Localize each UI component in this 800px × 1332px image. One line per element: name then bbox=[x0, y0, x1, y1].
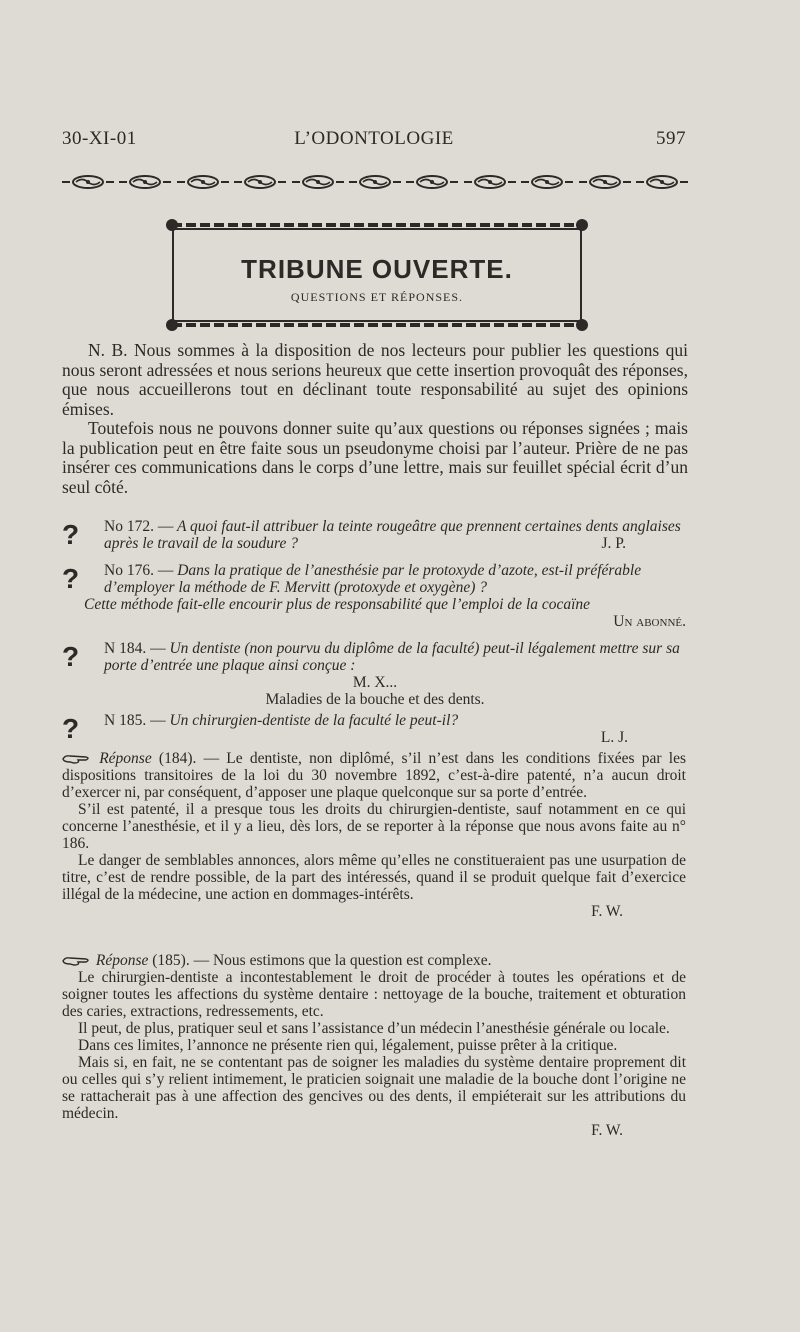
question-text: Dans la pratique de l’anesthésie par le protoxyde d’azote, est-il préférable d’employer la méthode de F. Mervitt (protoxyde et oxygène) ? bbox=[104, 562, 642, 596]
intro-paragraph: Toutefois nous ne pouvons donner suite qu’aux questions ou réponses signées ; mais la publication peut en être faite sous un pseudonyme choisi par l’auteur. Prière de ne pas insérer ces communications dans le corps d’une lettre, mais sur feuillet spécial écrit d’un seul côté. bbox=[62, 418, 688, 497]
question-184 bbox=[62, 640, 688, 708]
journal-title: L’ODONTOLOGIE bbox=[294, 128, 454, 149]
question-mark-icon: ? bbox=[62, 519, 80, 550]
question-number: No 172. — bbox=[104, 518, 174, 535]
plaque-name: M. X... bbox=[352, 674, 398, 691]
response-signature: F. W. bbox=[591, 1122, 623, 1139]
question-mark-icon: ? bbox=[62, 641, 80, 672]
question-176 bbox=[62, 562, 688, 630]
question-mark-icon: ? bbox=[62, 713, 80, 744]
plaque-text: Maladies de la bouche et des dents. bbox=[265, 691, 485, 708]
intro-paragraph: N. B. Nous sommes à la disposition de nos lecteurs pour publier les questions qui nous seront adressées et nous serions heureux que cette insertion provoquât des réponses, que nous accueillerons tout en déclinant toute responsabilité au sujet des opinions émises. bbox=[62, 340, 688, 419]
section-title: TRIBUNE OUVERTE. bbox=[241, 254, 513, 284]
section-subtitle: QUESTIONS ET RÉPONSES. bbox=[290, 290, 464, 304]
response-ref: (185). — bbox=[152, 952, 210, 969]
response-paragraph: Dans ces limites, l’annonce ne présente rien qui, légalement, puisse prêter à la critique. bbox=[78, 1037, 618, 1054]
pointing-hand-icon bbox=[62, 754, 92, 764]
response-signature: F. W. bbox=[591, 903, 623, 920]
response-184 bbox=[62, 750, 686, 920]
corner-dot-icon bbox=[576, 219, 588, 231]
ornament-icon bbox=[464, 175, 516, 189]
question-mark-icon: ? bbox=[62, 563, 80, 594]
ornament-icon bbox=[292, 175, 344, 189]
response-paragraph: Mais si, en fait, ne se contentant pas de soigner les maladies du système dentaire proprement dit ou celles qui s’y relient intimement, le praticien soignait une maladie de la bouche dont l’origine ne se rattacherait pas à une affection des gencives ou des dents, il empiéterait sur les attributions du médecin. bbox=[62, 1054, 686, 1122]
question-number: N 184. — bbox=[104, 640, 166, 657]
page-number: 597 bbox=[656, 128, 686, 149]
corner-dot-icon bbox=[166, 219, 178, 231]
section-title-box bbox=[172, 228, 582, 322]
question-text: Un dentiste (non pourvu du diplôme de la faculté) peut-il légalement mettre sur sa porte d’entrée une plaque ainsi conçue : bbox=[104, 640, 680, 674]
question-text: Cette méthode fait-elle encourir plus de responsabilité que l’emploi de la cocaïne bbox=[84, 596, 591, 613]
response-185 bbox=[62, 952, 686, 1139]
question-text: Un chirurgien-dentiste de la faculté le peut-il? bbox=[169, 712, 459, 729]
response-paragraph: Le chirurgien-dentiste a incontestablement le droit de procéder à toutes les opérations et de soigner toutes les affections du système dentaire : nettoyage de la bouche, traitement et obturation des caries, extractions, redressements, etc. bbox=[62, 969, 686, 1020]
response-label: Réponse bbox=[95, 952, 149, 969]
response-label: Réponse bbox=[99, 750, 152, 767]
ornament-icon bbox=[636, 175, 688, 189]
ornament-icon bbox=[177, 175, 229, 189]
issue-date: 30-XI-01 bbox=[62, 128, 137, 149]
ornament-icon bbox=[406, 175, 458, 189]
question-signature: L. J. bbox=[600, 729, 628, 746]
question-signature: J. P. bbox=[601, 535, 626, 552]
question-number: N 185. — bbox=[104, 712, 166, 729]
question-signature: Un abonné. bbox=[613, 613, 686, 630]
ornament-icon bbox=[119, 175, 171, 189]
ornament-icon bbox=[349, 175, 401, 189]
question-172 bbox=[62, 518, 688, 552]
corner-dot-icon bbox=[576, 319, 588, 331]
response-paragraph: Le dentiste, non diplômé, s’il n’est dans les conditions fixées par les dispositions transitoires de la loi du 30 novembre 1892, c’est-à-dire patenté, n’a aucun droit d’exercer ni, par conséquent, d’apposer une plaque quelconque sur sa porte d’entrée. bbox=[62, 750, 687, 801]
response-paragraph: Le danger de semblables annonces, alors même qu’elles ne constitueraient pas une usurpation de titre, c’est de rendre possible, de la part des intéressés, quand il se produit quelque fait d’exercice illégal de la médecine, une action en dommages-intérêts. bbox=[62, 852, 686, 903]
ornament-divider bbox=[62, 172, 688, 192]
running-head bbox=[62, 128, 686, 154]
corner-dot-icon bbox=[166, 319, 178, 331]
response-paragraph: Il peut, de plus, pratiquer seul et sans l’assistance d’un médecin l’anesthésie générale ou locale. bbox=[78, 1020, 670, 1037]
ornament-icon bbox=[521, 175, 573, 189]
response-ref: (184). — bbox=[158, 750, 220, 767]
response-paragraph: Nous estimons que la question est complexe. bbox=[212, 952, 492, 969]
ornament-icon bbox=[579, 175, 631, 189]
ornament-icon bbox=[62, 175, 114, 189]
ornament-icon bbox=[234, 175, 286, 189]
question-number: No 176. — bbox=[104, 562, 174, 579]
question-text: A quoi faut-il attribuer la teinte rougeâtre que prennent certaines dents anglaises après le travail de la soudure ? bbox=[104, 518, 681, 552]
intro-note bbox=[62, 341, 688, 497]
pointing-hand-icon bbox=[62, 956, 92, 966]
response-paragraph: S’il est patenté, il a presque tous les droits du chirurgien-dentiste, sauf notamment en ce qui concerne l’anesthésie, et il y a lieu, dès lors, de se reporter à la réponse que nous avons faite au n° 186. bbox=[62, 801, 686, 852]
question-185 bbox=[62, 712, 688, 746]
